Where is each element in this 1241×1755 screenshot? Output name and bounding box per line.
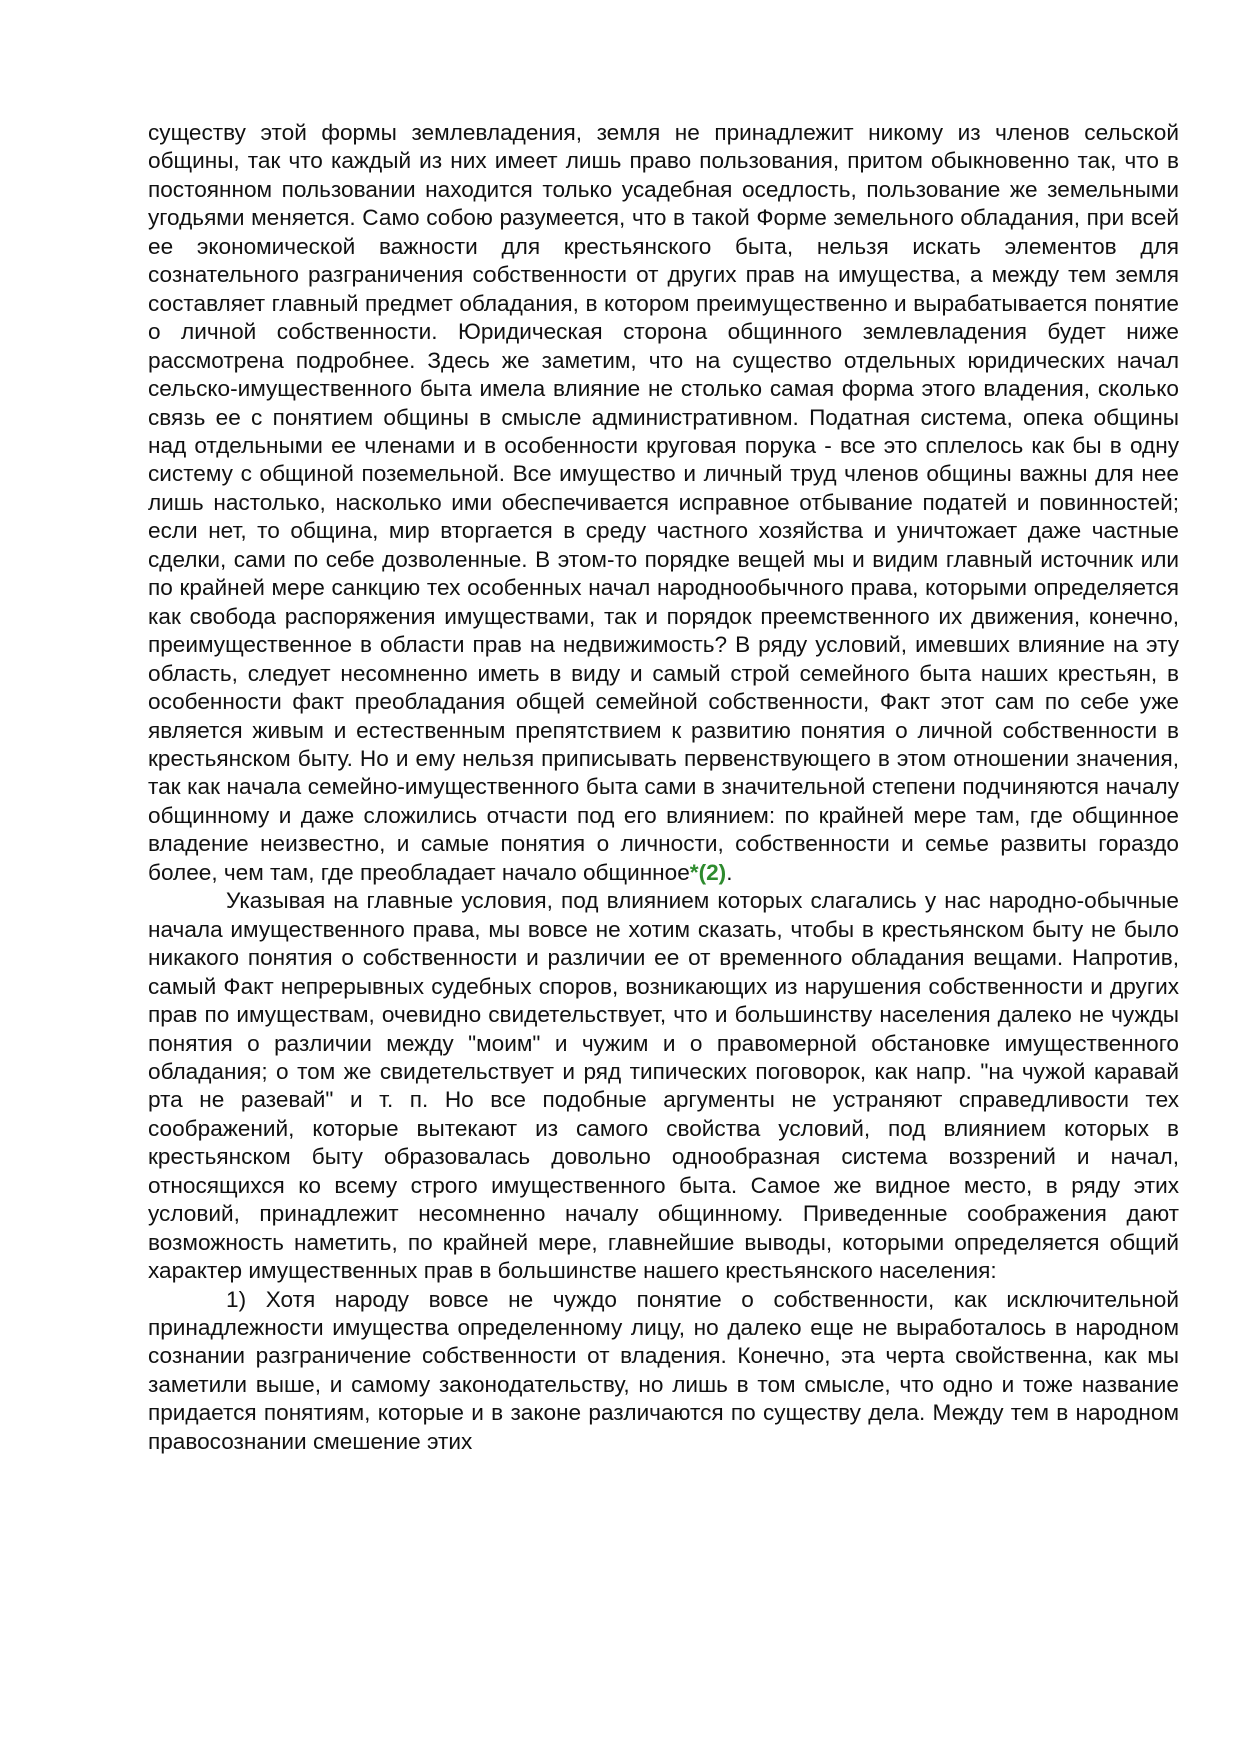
document-page [148,119,1179,1456]
paragraph-1-tail: . [726,859,733,885]
paragraph-1 [148,119,1179,887]
footnote-link[interactable]: *(2) [689,859,727,885]
paragraph-2: Указывая на главные условия, под влиянием которых слагались у нас народно-обычные начала имущественного права, мы вовсе не хотим сказать, чтобы в крестьянском быту не было никакого понятия о собственности и различии ее от временного обладания вещами. Напротив, самый Факт непрерывных судебных споров, возникающих из нарушения собственности и других прав по имуществам, очевидно свидетельствует, что и большинству населения далеко не чужды понятия о различии между "моим" и чужим и о правомерной обстановке имущественного обладания; о том же свидетельствует и ряд типических поговорок, как напр. "на чужой каравай рта не разевай" и т. п. Но все подобные аргументы не устраняют справедливости тех соображений, которые вытекают из самого свойства условий, под влиянием которых в крестьянском быту образовалась довольно однообразная система воззрений и начал, относящихся ко всему строго имущественного быта. Самое же видное место, в ряду этих условий, принадлежит несомненно началу общинному. Приведенные соображения дают возможность наметить, по крайней мере, главнейшие выводы, которыми определяется общий характер имущественных прав в большинстве нашего крестьянского населения: [148,888,1179,1284]
paragraph-3: 1) Хотя народу вовсе не чуждо понятие о собственности, как исключительной принадлежности имущества определенному лицу, но далеко еще не выработалось в народном сознании разграничение собственности от владения. Конечно, эта черта свойственна, как мы заметили выше, и самому законодательству, но лишь в том смысле, что одно и тоже название придается понятиям, которые и в законе различаются по существу дела. Между тем в народном правосознании смешение этих [148,1286,1179,1454]
paragraph-1-text: существу этой формы землевладения, земля не принадлежит никому из членов сельской общины, так что каждый из них имеет лишь право пользования, притом обыкновенно так, что в постоянном пользовании находится только усадебная оседлость, пользование же земельными угодьями меняется. Само собою разумеется, что в такой Форме земельного обладания, при всей ее экономической важности для крестьянского быта, нельзя искать элементов для сознательного разграничения собственности от других прав на имущества, а между тем земля составляет главный предмет обладания, в котором преимущественно и вырабатывается понятие о личной собственности. Юридическая сторона общинного землевладения будет ниже рассмотрена подробнее. Здесь же заметим, что на существо отдельных юридических начал сельско-имущественного быта имела влияние не столько самая форма этого владения, сколько связь ее с понятием общины в смысле административном. Податная система, опека общины над отдельными ее членами и в особенности круговая порука - все это сплелось как бы в одну систему с общиной поземельной. Все имущество и личный труд членов общины важны для нее лишь настолько, насколько ими обеспечивается исправное отбывание податей и повинностей; если нет, то община, мир вторгается в среду частного хозяйства и уничтожает даже частные сделки, сами по себе дозволенные. В этом-то порядке вещей мы и видим главный источник или по крайней мере санкцию тех особенных начал народнообычного права, которыми определяется как свобода распоряжения имуществами, так и порядок преемственного их движения, конечно, преимущественное в области прав на недвижимость? В ряду условий, имевших влияние на эту область, следует несомненно иметь в виду и самый строй семейного быта наших крестьян, в особенности факт преобладания общей семейной собственности, Факт этот сам по себе уже является живым и естественным препятствием к развитию понятия о личной собственности в крестьянском быту. Но и ему нельзя приписывать первенствующего в этом отношении значения, так как начала семейно-имущественного быта сами в значительной степени подчиняются началу общинному и даже сложились отчасти под его влиянием: по крайней мере там, где общинное владение неизвестно, и самые понятия о личности, собственности и семье развиты гораздо более, чем там, где преобладает начало общинное [148,120,1179,885]
